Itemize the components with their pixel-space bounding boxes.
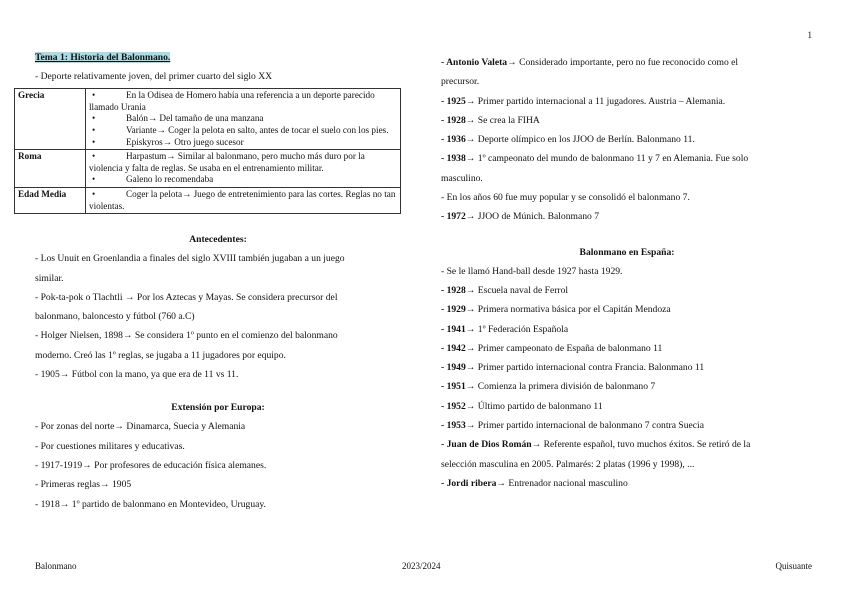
text-line: balonmano, baloncesto y fútbol (760 a.C) (35, 311, 195, 323)
right-column (441, 53, 813, 493)
text-line: - Primeras reglas→ 1905 (35, 479, 132, 491)
history-timeline (441, 53, 813, 227)
row-content (86, 150, 401, 188)
timeline-line: - 1972→ JJOO de Múnich. Balonmano 7 (441, 211, 600, 223)
timeline-line: - 1951→ Comienza la primera división de balonmano 7 (441, 381, 656, 393)
timeline-line: - 1929→ Primera normativa básica por el Capitán Mendoza (441, 304, 671, 316)
extension-heading: Extensión por Europa: (171, 402, 265, 414)
timeline-line: - 1952→ Último partido de balonmano 11 (441, 400, 603, 412)
document-title: Tema 1: Historia del Balonmano. (35, 52, 171, 63)
footer-subject: Balonmano (35, 561, 77, 571)
extension-list (35, 417, 401, 513)
timeline-line: - Jordi ribera→ Entrenador nacional masculino (441, 477, 628, 489)
text-line: - Holger Nielsen, 1898→ Se considera 1º punto en el comienzo del balonmano (35, 330, 338, 342)
timeline-line: - 1928→ Se crea la FIHA (441, 114, 540, 126)
table-row-edad-media (15, 188, 401, 214)
timeline-line: - 1936→ Deporte olímpico en los JJOO de Berlín. Balonmano 11. (441, 134, 695, 146)
timeline-line: - 1942→ Primer campeonato de España de balonmano 11 (441, 342, 663, 354)
espana-list (441, 262, 813, 494)
timeline-line: - Se le llamó Hand-ball desde 1927 hasta 1929. (441, 265, 623, 277)
row-content (86, 188, 401, 214)
intro-line: - Deporte relativamente joven, del primer cuarto del siglo XX (35, 71, 273, 82)
timeline-line: - Juan de Dios Román→ Referente español, tuvo muchos éxitos. Se retiró de la (441, 439, 751, 451)
page-number: 1 (807, 30, 812, 40)
row-label: Edad Media (15, 188, 86, 214)
table-row-roma (15, 150, 401, 188)
list-item: • Balón→ Del tamaño de una manzana (92, 113, 264, 124)
text-line: - Por zonas del norte→ Dinamarca, Suecia y Alemania (35, 421, 246, 433)
timeline-line: - 1953→ Primer partido internacional de balonmano 7 contra Suecia (441, 420, 704, 432)
list-item: • Coger la pelota→ Juego de entretenimiento para las cortes. Reglas no tan violentas. (89, 189, 396, 211)
list-item: • Galeno lo recomendaba (92, 174, 214, 185)
timeline-line: - 1938→ 1º campeonato del mundo de balonmano 11 y 7 en Alemania. Fue solo (441, 153, 749, 165)
text-line: - Por cuestiones militares y educativas. (35, 440, 185, 452)
text-line: moderno. Creó las 1º reglas, se jugaba a 11 jugadores por equipo. (35, 349, 286, 361)
list-item: • En la Odisea de Homero había una referencia a un deporte parecido llamado Urania (89, 90, 375, 112)
timeline-line: - 1928→ Escuela naval de Ferrol (441, 284, 569, 296)
antecedentes-list (35, 249, 401, 384)
row-content (86, 89, 401, 150)
text-line: similar. (35, 272, 64, 284)
text-line: - 1917-1919→ Por profesores de educación física alemanes. (35, 459, 267, 471)
text-line: - Los Unuit en Groenlandia a finales del siglo XVIII también jugaban a un juego (35, 253, 345, 265)
text-line: - 1905→ Fútbol con la mano, ya que era de 11 vs 11. (35, 369, 239, 381)
list-item: • Harpastum→ Similar al balonmano, pero mucho más duro por la violencia y falta de reglas. Se usaba en el entrenamiento militar. (89, 151, 365, 173)
timeline-line: precursor. (441, 76, 480, 88)
list-item: • Variante→ Coger la pelota en salto, antes de tocar el suelo con los pies. (92, 125, 389, 136)
left-column (18, 52, 401, 514)
footer-year: 2023/2024 (402, 561, 441, 571)
espana-heading: Balonmano en España: (579, 246, 675, 258)
text-line: - 1918→ 1º partido de balonmano en Montevideo, Uruguay. (35, 498, 266, 510)
timeline-line: - 1941→ 1º Federación Española (441, 323, 569, 335)
timeline-line: - Antonio Valeta→ Considerado importante, pero no fue reconocido como el (441, 57, 739, 68)
history-table (14, 88, 401, 214)
timeline-line: - 1925→ Primer partido internacional a 11 jugadores. Austria – Alemania. (441, 95, 726, 107)
list-item: • Episkyros→ Otro juego sucesor (92, 136, 244, 147)
antecedentes-heading: Antecedentes: (189, 234, 247, 246)
timeline-line: - 1949→ Primer partido internacional contra Francia. Balonmano 11 (441, 362, 705, 374)
row-label: Roma (15, 150, 86, 188)
timeline-line: - En los años 60 fue muy popular y se consolidó el balonmano 7. (441, 192, 690, 204)
row-label: Grecia (15, 89, 86, 150)
timeline-line: masculino. (441, 172, 483, 184)
text-line: - Pok-ta-pok o Tlachtli → Por los Aztecas y Mayas. Se considera precursor del (35, 291, 338, 303)
footer-author: Quisuante (775, 561, 812, 571)
timeline-line: selección masculina en 2005. Palmarés: 2 platas (1996 y 1998), ... (441, 458, 695, 470)
table-row-grecia (15, 89, 401, 150)
